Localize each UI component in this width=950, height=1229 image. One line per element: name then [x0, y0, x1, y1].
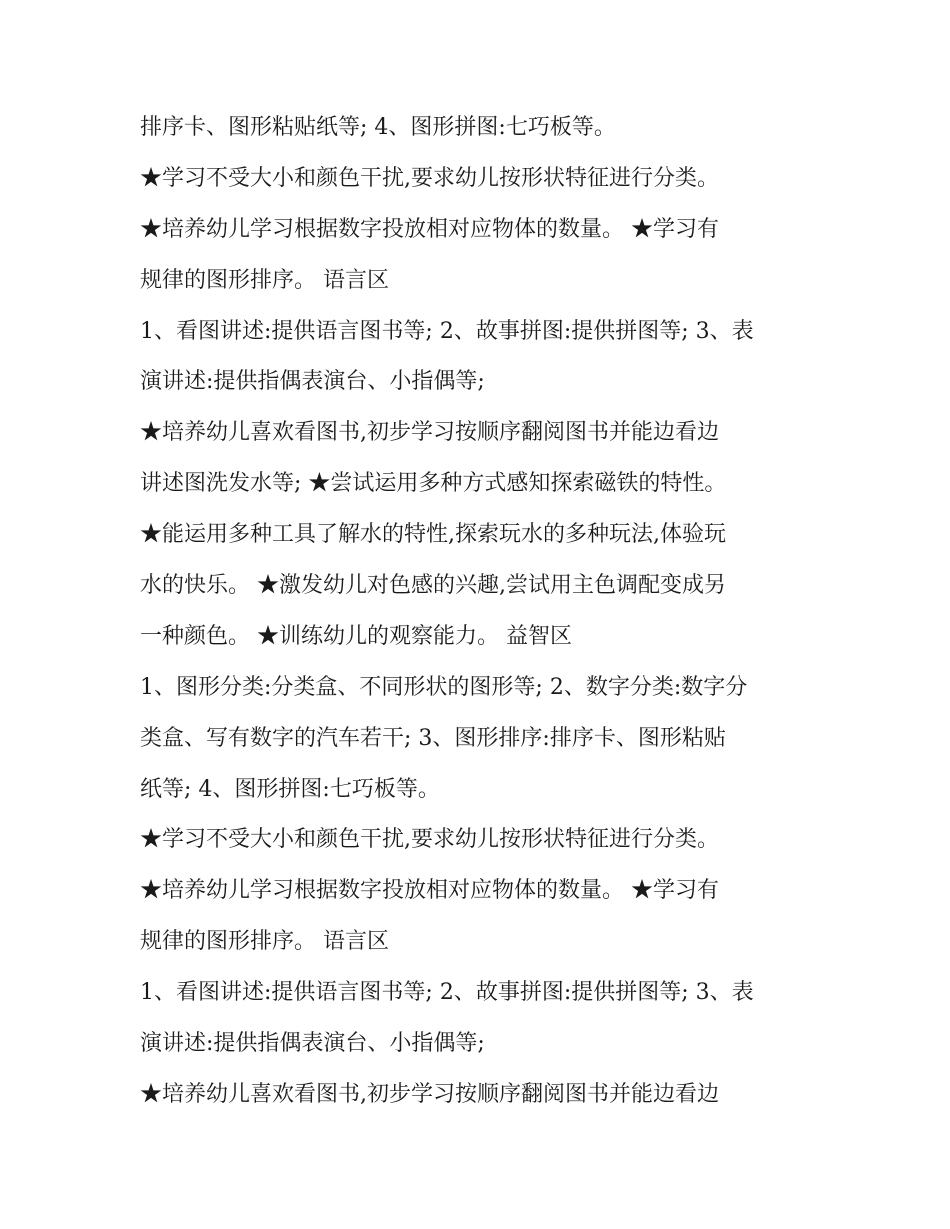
text-line: ★培养幼儿学习根据数字投放相对应物体的数量。 ★学习有 [140, 878, 719, 904]
text-line: ★能运用多种工具了解水的特性,探索玩水的多种玩法,体验玩 [140, 522, 726, 548]
text-line: 纸等; 4、图形拼图:七巧板等。 [140, 776, 440, 802]
text-line: ★培养幼儿学习根据数字投放相对应物体的数量。 ★学习有 [140, 216, 719, 242]
text-line: 规律的图形排序。 语言区 [140, 929, 389, 955]
text-line: ★学习不受大小和颜色干扰,要求幼儿按形状特征进行分类。 [140, 827, 719, 853]
text-line: 规律的图形排序。 语言区 [140, 267, 389, 293]
text-line: 讲述图洗发水等; ★尝试运用多种方式感知探索磁铁的特性。 [140, 471, 727, 497]
text-line: 类盒、写有数字的汽车若干; 3、图形排序:排序卡、图形粘贴 [140, 725, 726, 751]
text-line: 一种颜色。 ★训练幼儿的观察能力。 益智区 [140, 623, 572, 649]
text-line: ★学习不受大小和颜色干扰,要求幼儿按形状特征进行分类。 [140, 165, 719, 191]
text-line: 1、看图讲述:提供语言图书等; 2、故事拼图:提供拼图等; 3、表 [140, 318, 754, 344]
text-line: ★培养幼儿喜欢看图书,初步学习按顺序翻阅图书并能边看边 [140, 1081, 719, 1107]
text-line: 排序卡、图形粘贴纸等; 4、图形拼图:七巧板等。 [140, 115, 616, 140]
text-line: 1、看图讲述:提供语言图书等; 2、故事拼图:提供拼图等; 3、表 [140, 980, 754, 1006]
text-line: 水的快乐。 ★激发幼儿对色感的兴趣,尝试用主色调配变成另 [140, 573, 726, 599]
document-body [140, 103, 820, 1121]
text-line: 演讲述:提供指偶表演台、小指偶等; [140, 369, 485, 395]
text-line: 演讲述:提供指偶表演台、小指偶等; [140, 1031, 485, 1057]
text-line: ★培养幼儿喜欢看图书,初步学习按顺序翻阅图书并能边看边 [140, 420, 719, 446]
text-line: 1、图形分类:分类盒、不同形状的图形等; 2、数字分类:数字分 [140, 674, 748, 700]
